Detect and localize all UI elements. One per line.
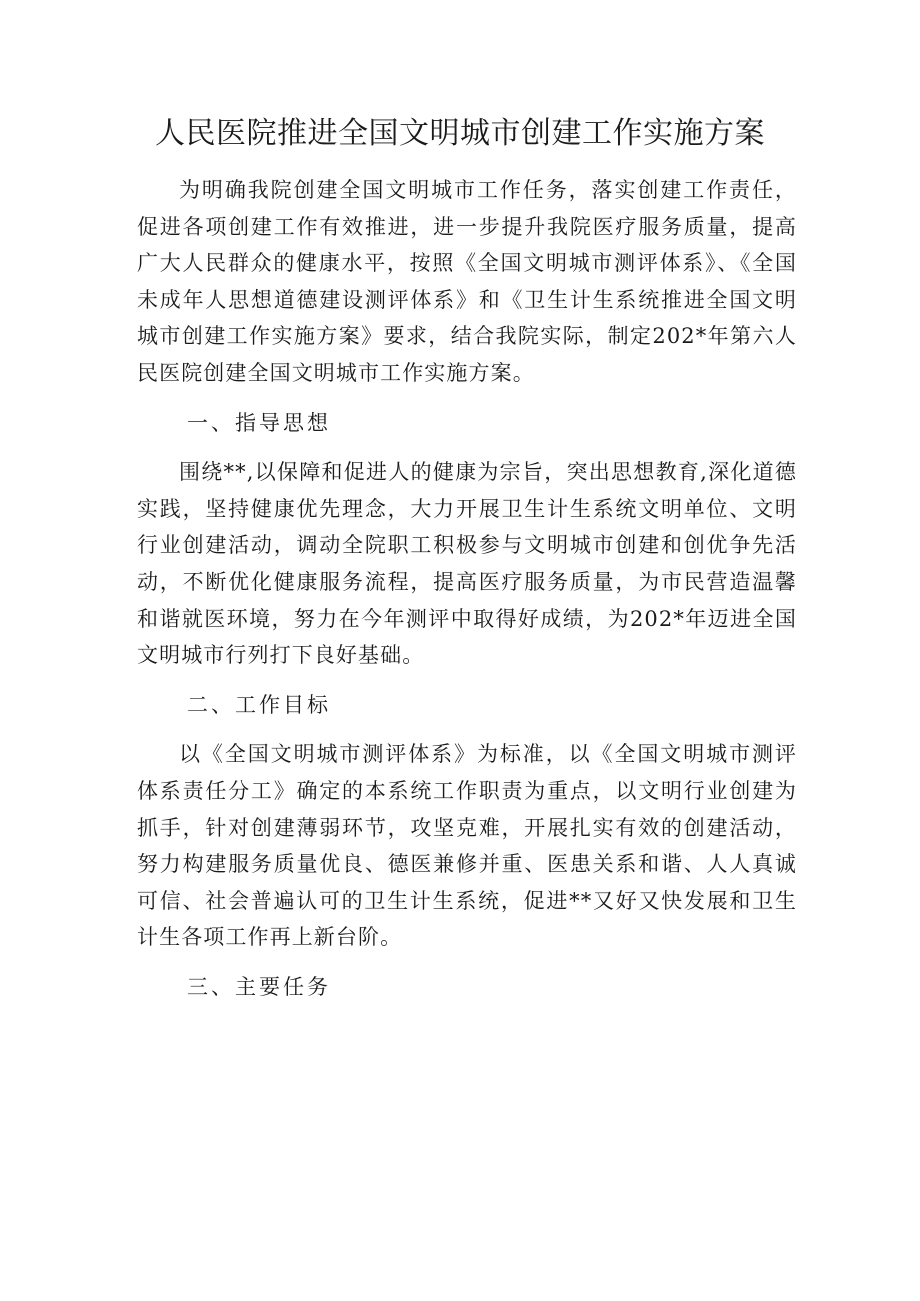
section-body-work-goals: 以《全国文明城市测评体系》为标准，以《全国文明城市测评体系责任分工》确定的本系统工作职责为重点，以文明行业创建为抓手，针对创建薄弱环节，攻坚克难，开展扎实有效的创建活动，努力构建服务质量优良、德医兼修并重、医患关系和谐、人人真诚可信、社会普遍认可的卫生计生系统，促进**又好又快发展和卫生计生各项工作再上新台阶。 [137,742,797,950]
document-title: 人民医院推进全国文明城市创建工作实施方案 [155,116,765,151]
section-body-guiding-ideology: 围绕**,以保障和促进人的健康为宗旨，突出思想教育,深化道德实践，坚持健康优先理念，大力开展卫生计生系统文明单位、文明行业创建活动，调动全院职工积极参与文明城市创建和创优争先活动，不断优化健康服务流程，提高医疗服务质量，为市民营造温馨和谐就医环境，努力在今年测评中取得好成绩，为202*年迈进全国文明城市行列打下良好基础。 [137,460,797,668]
document-body [137,172,797,1005]
section-heading-main-tasks: 三、主要任务 [187,974,331,999]
section-heading-guiding-ideology: 一、指导思想 [187,410,331,435]
section-heading-work-goals: 二、工作目标 [187,692,331,717]
intro-paragraph: 为明确我院创建全国文明城市工作任务，落实创建工作责任，促进各项创建工作有效推进，进一步提升我院医疗服务质量，提高广大人民群众的健康水平，按照《全国文明城市测评体系》、《全国未成年人思想道德建设测评体系》和《卫生计生系统推进全国文明城市创建工作实施方案》要求，结合我院实际，制定202*年第六人民医院创建全国文明城市工作实施方案。 [137,178,797,385]
